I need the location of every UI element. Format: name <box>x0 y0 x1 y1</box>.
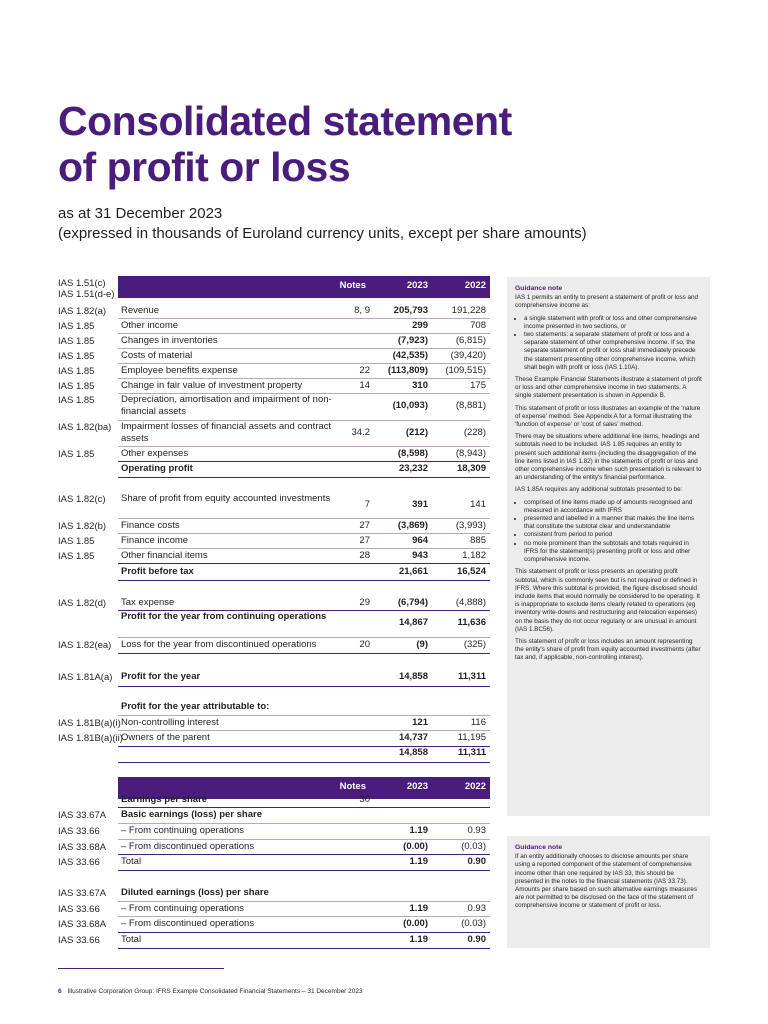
value-2022: (109,515) <box>445 365 486 376</box>
table-rule <box>118 932 490 933</box>
table-rule <box>118 762 490 763</box>
value-2023: 310 <box>412 380 428 391</box>
guidance-note-2 <box>507 836 710 948</box>
value-2022: 191,228 <box>451 305 486 316</box>
table-rule <box>118 348 490 349</box>
line-item-label: Basic earnings (loss) per share <box>121 809 262 820</box>
guidance-paragraph: IAS 1.85A requires any additional subtotals presented to be: <box>515 486 683 494</box>
ias-reference: IAS 1.85 <box>58 381 95 392</box>
footer-text: Illustrative Corporation Group: IFRS Example Consolidated Financial Statements – 31 December 2023 <box>67 988 363 995</box>
note-ref: 34.2 <box>351 427 370 438</box>
value-2023: 1.19 <box>409 934 428 945</box>
line-item-label: Share of profit from equity accounted investments <box>121 493 331 504</box>
guidance-paragraph: This statement of profit or loss presents an operating profit subtotal, which is commonly seen but is not required or defined in IFRS. Where this subtotal is provided, the figure disclosed should include items that would normally be considered to be operating. It is inappropriate to exclude items clearly related to operations (eg inventory write-downs and restructuring and relocation expenses) on the basis they do not occur regularly or are unusual in amount (IAS 1.BC56). <box>515 568 700 633</box>
value-2022: 885 <box>470 535 486 546</box>
value-2022: (4,888) <box>455 597 486 608</box>
value-2023: 21,661 <box>398 566 428 577</box>
line-item-label: – From continuing operations <box>121 903 245 914</box>
ias-reference: IAS 1.85 <box>58 351 95 362</box>
ias-reference: IAS 1.81B(a)(ii) <box>58 733 123 744</box>
value-2022: 175 <box>470 380 486 391</box>
line-item-label: Finance income <box>121 535 189 546</box>
ias-reference: IAS 1.82(ba) <box>58 422 112 433</box>
table-rule <box>118 807 490 808</box>
value-2022: 708 <box>470 320 486 331</box>
guidance-paragraph: This statement of profit or loss illustrates an example of the 'nature of expense' method. See Appendix A for a format illustrating the 'function of expense' or 'cost of sales' method. <box>515 404 701 429</box>
table-rule <box>118 477 490 478</box>
guidance-list <box>515 499 702 565</box>
guidance-paragraph: These Example Financial Statements illustrate a statement of profit or loss and other comprehensive income in two statements. A single statement presentation is shown in Appendix B. <box>515 376 702 400</box>
ias-reference: IAS 33.66 <box>58 904 100 915</box>
table-rule <box>118 533 490 534</box>
ias-reference: IAS 1.82(c) <box>58 494 106 505</box>
value-2022: 11,636 <box>457 617 486 628</box>
value-2023: (42,535) <box>392 350 428 361</box>
value-2022: 11,311 <box>457 671 486 682</box>
ias-reference: IAS 1.82(d) <box>58 598 107 609</box>
value-2023: 299 <box>412 320 428 331</box>
table-rule <box>118 948 490 949</box>
table-rule <box>118 653 490 654</box>
table-rule <box>118 580 490 581</box>
guidance-heading: Guidance note <box>515 844 563 851</box>
page-number: 6 <box>58 988 62 995</box>
line-item-label: Profit before tax <box>121 566 194 577</box>
value-2023: (0.00) <box>403 918 428 929</box>
line-item-label: Diluted earnings (loss) per share <box>121 887 269 898</box>
table-rule <box>118 393 490 394</box>
line-item-label: Revenue <box>121 305 160 316</box>
line-item-label: Other expenses <box>121 448 189 459</box>
guidance-bullet: • a single statement with profit or loss and other comprehensive income presented in two sections, or <box>524 315 702 331</box>
guidance-bullet: • two statements: a separate statement of profit or loss and a separate statement of other comprehensive income. If so, the separate statement of profit or loss shall immediately precede the statement presenting other comprehensive income, which shall begin with profit or loss (IAS 1.10A). <box>524 331 702 372</box>
line-item-label: Earnings per share <box>121 794 208 805</box>
line-item-label: Finance costs <box>121 520 180 531</box>
value-2022: (6,815) <box>455 335 486 346</box>
value-2022: 18,309 <box>456 463 486 474</box>
value-2023: (113,809) <box>387 365 428 376</box>
table-header <box>118 276 490 298</box>
ias-reference: IAS 33.66 <box>58 826 100 837</box>
line-item-label: – From discontinued operations <box>121 918 255 929</box>
header-ref-1: IAS 1.51(c) <box>58 278 106 289</box>
value-2022: (8,943) <box>455 448 486 459</box>
ias-reference: IAS 1.85 <box>58 449 95 460</box>
note-ref: 28 <box>359 550 370 561</box>
table-rule <box>118 318 490 319</box>
value-2023: (212) <box>405 427 428 438</box>
ias-reference: IAS 1.82(ea) <box>58 640 112 651</box>
value-2022: 0.93 <box>467 825 486 836</box>
ias-reference: IAS 1.81A(a) <box>58 672 113 683</box>
value-2023: (10,093) <box>392 400 428 411</box>
value-2022: 11,311 <box>457 747 486 758</box>
eps-header-2022: 2022 <box>464 781 486 792</box>
subtitle-units: (expressed in thousands of Euroland currency units, except per share amounts) <box>58 225 587 242</box>
value-2023: 14,737 <box>398 732 428 743</box>
guidance-bullet: • no more prominent than the subtotals and totals required in IFRS for the statement(s) presenting profit or loss and other comprehensive income. <box>524 540 702 565</box>
value-2022: (228) <box>463 427 486 438</box>
note-ref: 22 <box>359 365 370 376</box>
value-2022: 0.90 <box>467 856 486 867</box>
line-item-label: – From discontinued operations <box>121 841 255 852</box>
value-2023: (3,869) <box>397 520 428 531</box>
ias-reference: IAS 1.85 <box>58 536 95 547</box>
table-rule <box>118 686 490 687</box>
value-2023: (7,923) <box>397 335 428 346</box>
value-2023: 964 <box>412 535 428 546</box>
page-title <box>58 98 678 190</box>
header-2022: 2022 <box>464 280 486 291</box>
value-2023: (8,598) <box>397 448 428 459</box>
guidance-heading: Guidance note <box>515 285 563 292</box>
guidance-bullet: • consistent from period to period <box>524 531 702 539</box>
ias-reference: IAS 1.85 <box>58 321 95 332</box>
ias-reference: IAS 1.82(a) <box>58 306 107 317</box>
table-rule <box>118 823 490 824</box>
value-2022: 116 <box>470 717 486 728</box>
guidance-list <box>515 315 702 372</box>
footer-rule <box>58 968 224 969</box>
ias-reference: IAS 1.85 <box>58 395 95 406</box>
header-notes: Notes <box>339 280 366 291</box>
guidance-paragraph: IAS 1 permits an entity to present a statement of profit or loss and comprehensive income as: <box>515 294 699 310</box>
header-ref-2: IAS 1.51(d-e) <box>58 289 115 300</box>
value-2022: 16,524 <box>456 566 486 577</box>
table-rule <box>118 839 490 840</box>
line-item-label: Owners of the parent <box>121 732 210 743</box>
line-item-label: Profit for the year from continuing operations <box>121 611 327 622</box>
value-2023: 23,232 <box>398 463 428 474</box>
line-item-label: Profit for the year <box>121 671 201 682</box>
value-2023: 121 <box>412 717 428 728</box>
ias-reference: IAS 1.85 <box>58 366 95 377</box>
line-item-label: Employee benefits expense <box>121 365 238 376</box>
note-ref: 7 <box>364 499 370 510</box>
line-item-label: Total <box>121 856 142 867</box>
table-rule <box>118 420 490 421</box>
guidance-note-1 <box>507 277 710 816</box>
table-rule <box>118 333 490 334</box>
value-2022: (0.03) <box>461 918 486 929</box>
guidance-paragraph: If an entity additionally chooses to disclose amounts per share using a reported component of the statement of comprehensive income other than one required by IAS 33, this should be presented in the notes to the financial statements (IAS 33.73). Amounts per share based on such alternative earnings measures are not permitted to be disclosed on the face of the statement of comprehensive income or statement of profit or loss. <box>515 853 698 910</box>
line-item-label: Changes in inventories <box>121 335 218 346</box>
table-rule <box>118 363 490 364</box>
guidance-paragraph: There may be situations where additional line items, headings and subtotals need to be included. IAS 1.85 requires an entity to present such additional items (including the disaggregation of the line items listed in IAS 1.82) in the statements of profit or loss and other comprehensive income when such presentation is relevant to an understanding of the entity's financial performance. <box>515 433 702 482</box>
eps-header-notes: Notes <box>339 781 366 792</box>
line-item-label: Other financial items <box>121 550 208 561</box>
table-rule <box>118 563 490 564</box>
value-2023: 14,858 <box>398 747 428 758</box>
ias-reference: IAS 1.81B(a)(i) <box>58 718 121 729</box>
value-2023: (6,794) <box>397 597 428 608</box>
table-rule <box>118 461 490 462</box>
value-2023: (0.00) <box>403 841 428 852</box>
value-2022: (0.03) <box>461 841 486 852</box>
table-rule <box>118 730 490 731</box>
value-2023: 391 <box>412 499 428 510</box>
line-item-label: Impairment losses of financial assets and contract assets <box>121 421 332 444</box>
line-item-label: Tax expense <box>121 597 175 608</box>
line-item-label: Profit for the year attributable to: <box>121 701 270 712</box>
table-rule <box>118 715 490 716</box>
ias-reference: IAS 33.66 <box>58 935 100 946</box>
value-2023: 14,858 <box>398 671 428 682</box>
table-rule <box>118 446 490 447</box>
note-ref: 27 <box>359 535 370 546</box>
value-2023: 205,793 <box>393 305 428 316</box>
table-rule <box>118 378 490 379</box>
table-rule <box>118 610 490 611</box>
note-ref: 20 <box>359 639 370 650</box>
ias-reference: IAS 33.67A <box>58 810 107 821</box>
value-2023: (9) <box>416 639 428 650</box>
title-line-1: Consolidated statement <box>58 98 512 144</box>
table-rule <box>118 746 490 747</box>
table-rule <box>118 901 490 902</box>
value-2022: 11,195 <box>457 732 486 743</box>
value-2022: 141 <box>470 499 486 510</box>
ias-reference: IAS 33.68A <box>58 919 107 930</box>
page-footer <box>58 988 363 995</box>
value-2022: (3,993) <box>455 520 486 531</box>
note-ref: 14 <box>359 380 370 391</box>
line-item-label: – From continuing operations <box>121 825 245 836</box>
line-item-label: Costs of material <box>121 350 193 361</box>
value-2022: 0.93 <box>467 903 486 914</box>
table-rule <box>118 637 490 638</box>
table-rule <box>118 518 490 519</box>
note-ref: 29 <box>359 597 370 608</box>
guidance-bullet: • comprised of line items made up of amounts recognised and measured in accordance with IFRS <box>524 499 702 515</box>
line-item-label: Operating profit <box>121 463 193 474</box>
header-2023: 2023 <box>406 280 428 291</box>
eps-header-2023: 2023 <box>406 781 428 792</box>
value-2023: 1.19 <box>409 825 428 836</box>
value-2022: (8,881) <box>455 400 486 411</box>
value-2023: 14,867 <box>398 617 428 628</box>
line-item-label: Total <box>121 934 142 945</box>
guidance-paragraph: This statement of profit or loss includes an amount representing the entity's share of profit from equity accounted investments (after tax and, if applicable, non-controlling interest). <box>515 637 701 662</box>
line-item-label: Loss for the year from discontinued operations <box>121 639 317 650</box>
title-line-2: of profit or loss <box>58 144 351 190</box>
line-item-label: Change in fair value of investment property <box>121 380 303 391</box>
guidance-bullet: • presented and labelled in a manner that makes the line items that constitute the subtotal clear and understandable <box>524 515 702 531</box>
subtitle-date: as at 31 December 2023 <box>58 205 223 222</box>
value-2023: 1.19 <box>409 903 428 914</box>
value-2022: 0.90 <box>467 934 486 945</box>
line-item-label: Non-controlling interest <box>121 717 219 728</box>
ias-reference: IAS 1.82(b) <box>58 521 107 532</box>
ias-reference: IAS 33.66 <box>58 857 100 868</box>
note-ref: 30 <box>359 794 370 805</box>
value-2022: 1,182 <box>462 550 486 561</box>
value-2023: 943 <box>412 550 428 561</box>
note-ref: 8, 9 <box>354 305 370 316</box>
line-item-label: Other income <box>121 320 179 331</box>
value-2022: (325) <box>463 639 486 650</box>
value-2022: (39,420) <box>450 350 486 361</box>
ias-reference: IAS 1.85 <box>58 551 95 562</box>
line-item-label: Depreciation, amortisation and impairment of non-financial assets <box>121 394 332 417</box>
table-rule <box>118 916 490 917</box>
table-rule <box>118 870 490 871</box>
value-2023: 1.19 <box>409 856 428 867</box>
ias-reference: IAS 33.68A <box>58 842 107 853</box>
table-rule <box>118 854 490 855</box>
table-rule <box>118 548 490 549</box>
ias-reference: IAS 33.67A <box>58 888 107 899</box>
ias-reference: IAS 1.85 <box>58 336 95 347</box>
note-ref: 27 <box>359 520 370 531</box>
